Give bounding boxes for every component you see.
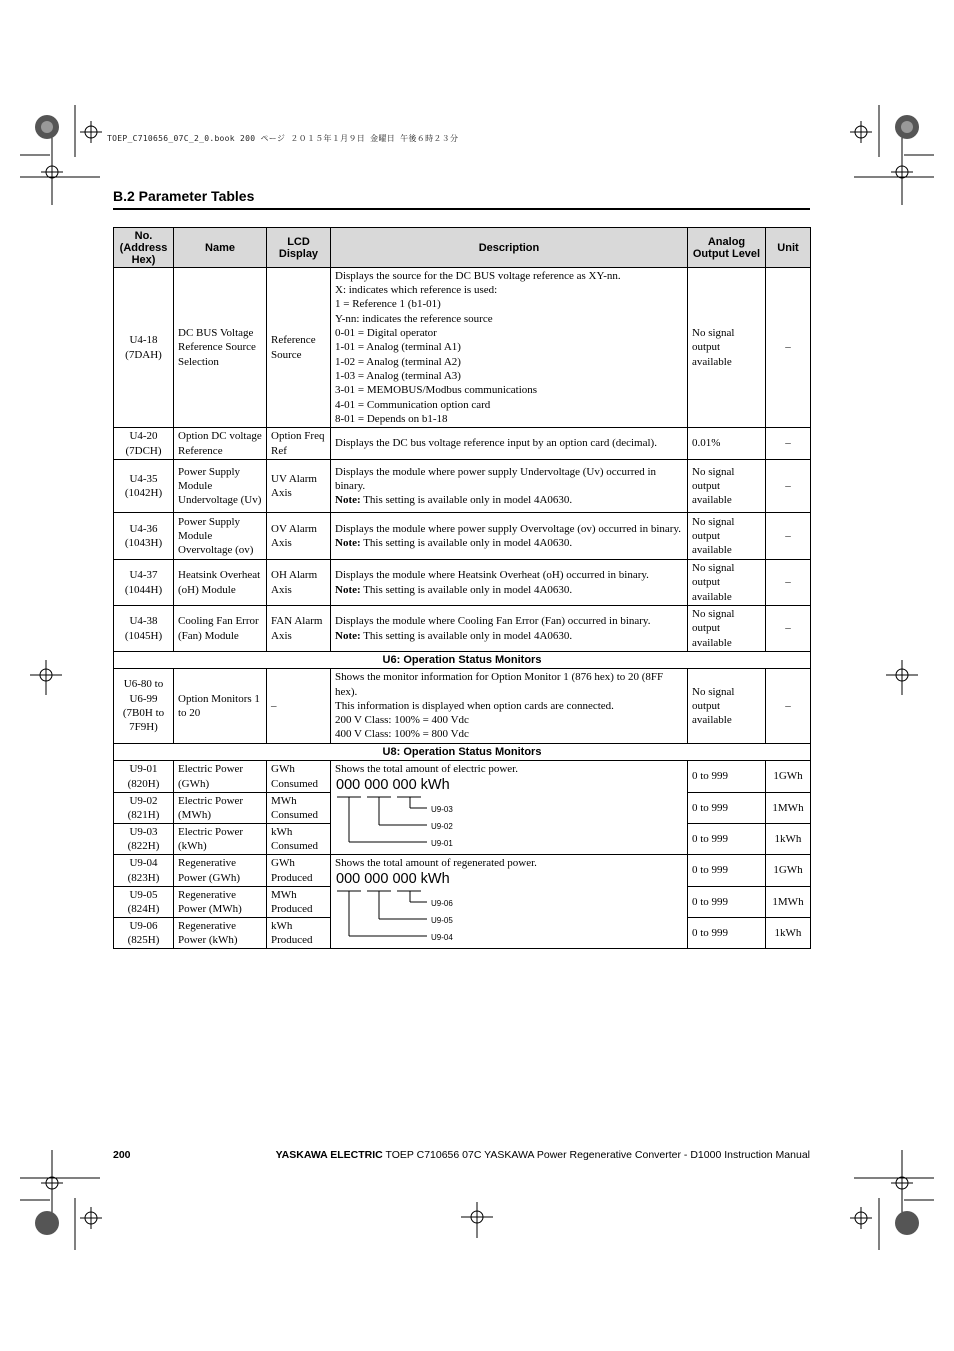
- cell-analog: No signal output available: [688, 606, 766, 652]
- table-row: [114, 268, 811, 428]
- diagram-caption: Shows the total amount of electric power.: [335, 763, 518, 775]
- cell-analog: 0 to 999: [688, 855, 766, 887]
- desc-line: Displays the source for the DC BUS voltage reference as XY-nn.: [335, 269, 621, 282]
- table-row: [114, 855, 811, 887]
- cell-lcd: UV Alarm Axis: [267, 460, 331, 513]
- cell-lcd: OH Alarm Axis: [267, 560, 331, 606]
- cell-analog: No signal output available: [688, 460, 766, 513]
- registration-mark-right: [882, 660, 922, 700]
- cell-lcd: Reference Source: [267, 268, 331, 428]
- cell-no: U4-37 (1044H): [114, 560, 174, 606]
- cell-name: Electric Power (GWh): [174, 761, 267, 793]
- registration-mark-left: [26, 660, 66, 700]
- cell-description: [331, 268, 688, 428]
- table-row: [114, 606, 811, 652]
- cell-name: Electric Power (kWh): [174, 824, 267, 855]
- table-row: [114, 428, 811, 460]
- desc-line: 8-01 = Depends on b1-18: [335, 412, 448, 425]
- registration-mark-bottom-right: [824, 1150, 934, 1260]
- table-row: [114, 669, 811, 744]
- desc-line: Displays the module where power supply Overvoltage (ov) occurred in binary.: [335, 522, 681, 535]
- note-label: Note:: [335, 583, 361, 596]
- desc-line: 1-03 = Analog (terminal A3): [335, 369, 461, 382]
- cell-name: Electric Power (MWh): [174, 793, 267, 824]
- cell-lcd: OV Alarm Axis: [267, 513, 331, 560]
- cell-name: Option Monitors 1 to 20: [174, 669, 267, 744]
- cell-name: Regenerative Power (kWh): [174, 918, 267, 949]
- cell-unit: –: [766, 268, 811, 428]
- cell-description: [331, 669, 688, 744]
- registration-mark-top-right: [824, 95, 934, 205]
- table-row: [114, 513, 811, 560]
- cell-description-diagram: [331, 855, 688, 949]
- section-title: B.2 Parameter Tables: [113, 188, 255, 204]
- cell-name: Power Supply Module Undervoltage (Uv): [174, 460, 267, 513]
- power-digit-diagram: [331, 761, 687, 848]
- cell-description: [331, 460, 688, 513]
- footer-manual-title: [276, 1149, 810, 1161]
- cell-analog: No signal output available: [688, 268, 766, 428]
- digit-group-label: U9-06: [431, 899, 453, 908]
- cell-unit: 1kWh: [766, 824, 811, 855]
- table-row: [114, 460, 811, 513]
- cell-name: Power Supply Module Overvoltage (ov): [174, 513, 267, 560]
- cell-unit: 1MWh: [766, 793, 811, 824]
- cell-analog: 0 to 999: [688, 761, 766, 793]
- digit-group-label: U9-03: [431, 805, 453, 814]
- cell-unit: 1kWh: [766, 918, 811, 949]
- book-file-line: TOEP_C710656_07C_2_0.book 200 ページ ２０１５年１月９日 金曜日 午後６時２３分: [107, 134, 459, 143]
- cell-lcd: MWh Consumed: [267, 793, 331, 824]
- cell-analog: 0.01%: [688, 428, 766, 460]
- section-row-u8: [114, 744, 811, 761]
- cell-name: Regenerative Power (GWh): [174, 855, 267, 887]
- cell-unit: –: [766, 606, 811, 652]
- cell-no: U9-02 (821H): [114, 793, 174, 824]
- page-number: 200: [113, 1149, 131, 1161]
- desc-line: Y-nn: indicates the reference source: [335, 312, 493, 325]
- section-heading-u8: U8: Operation Status Monitors: [114, 744, 811, 761]
- registration-mark-bottom-left: [20, 1150, 130, 1260]
- note-text: This setting is available only in model 4A0630.: [360, 494, 573, 507]
- cell-analog: No signal output available: [688, 560, 766, 606]
- cell-description-diagram: [331, 761, 688, 855]
- cell-analog: 0 to 999: [688, 887, 766, 918]
- cell-unit: 1GWh: [766, 761, 811, 793]
- cell-name: Option DC voltage Reference: [174, 428, 267, 460]
- digit-group-label: U9-04: [431, 933, 453, 942]
- desc-line: 1 = Reference 1 (b1-01): [335, 298, 441, 311]
- cell-no: U9-03 (822H): [114, 824, 174, 855]
- desc-line: 1-02 = Analog (terminal A2): [335, 355, 461, 368]
- cell-analog: No signal output available: [688, 513, 766, 560]
- digit-group-label: U9-05: [431, 916, 453, 925]
- cell-no: U4-20 (7DCH): [114, 428, 174, 460]
- cell-unit: –: [766, 669, 811, 744]
- cell-description: [331, 606, 688, 652]
- cell-no: U6-80 to U6-99 (7B0H to 7F9H): [114, 669, 174, 744]
- cell-lcd: kWh Consumed: [267, 824, 331, 855]
- cell-name: Heatsink Overheat (oH) Module: [174, 560, 267, 606]
- registration-mark-bottom-center: [457, 1200, 497, 1240]
- note-text: This setting is available only in model 4A0630.: [360, 629, 573, 642]
- power-digit-diagram: [331, 855, 687, 942]
- cell-description: [331, 513, 688, 560]
- header-lcd-display: LCD Display: [267, 228, 331, 268]
- note-label: Note:: [335, 494, 361, 507]
- cell-no: U9-01 (820H): [114, 761, 174, 793]
- note-text: This setting is available only in model 4A0630.: [360, 537, 573, 549]
- footer-title-text: TOEP C710656 07C YASKAWA Power Regenerative Converter - D1000 Instruction Manual: [382, 1149, 810, 1161]
- header-no: No. (Address Hex): [114, 228, 174, 268]
- cell-unit: 1MWh: [766, 887, 811, 918]
- section-heading-u6: U6: Operation Status Monitors: [114, 652, 811, 669]
- cell-unit: 1GWh: [766, 855, 811, 887]
- desc-line: This information is displayed when option cards are connected.: [335, 699, 614, 712]
- cell-no: U9-04 (823H): [114, 855, 174, 887]
- desc-line: Displays the module where Heatsink Overheat (oH) occurred in binary.: [335, 569, 649, 582]
- cell-lcd: –: [267, 669, 331, 744]
- cell-analog: 0 to 999: [688, 824, 766, 855]
- cell-analog: 0 to 999: [688, 918, 766, 949]
- note-label: Note:: [335, 537, 361, 549]
- cell-no: U9-06 (825H): [114, 918, 174, 949]
- cell-analog: 0 to 999: [688, 793, 766, 824]
- cell-no: U4-38 (1045H): [114, 606, 174, 652]
- cell-lcd: FAN Alarm Axis: [267, 606, 331, 652]
- cell-description: [331, 428, 688, 460]
- digit-group-label: U9-02: [431, 822, 453, 831]
- desc-line: 400 V Class: 100% = 800 Vdc: [335, 728, 469, 741]
- digit-display-value: 000 000 000 kWh: [336, 871, 450, 887]
- desc-line: 1-01 = Analog (terminal A1): [335, 341, 461, 354]
- header-description: Description: [331, 228, 688, 268]
- header-analog-output-level: Analog Output Level: [688, 228, 766, 268]
- cell-no: U4-36 (1043H): [114, 513, 174, 560]
- cell-lcd: Option Freq Ref: [267, 428, 331, 460]
- digit-display-value: 000 000 000 kWh: [336, 777, 450, 793]
- cell-lcd: MWh Produced: [267, 887, 331, 918]
- desc-line: Displays the DC bus voltage reference input by an option card (decimal).: [335, 437, 657, 450]
- desc-note: [335, 493, 683, 507]
- desc-line: Displays the module where power supply Undervoltage (Uv) occurred in binary.: [335, 465, 657, 492]
- table-row: [114, 761, 811, 793]
- desc-line: Displays the module where Cooling Fan Error (Fan) occurred in binary.: [335, 615, 651, 628]
- cell-lcd: GWh Produced: [267, 855, 331, 887]
- desc-line: Shows the monitor information for Option Monitor 1 (876 hex) to 20 (8FF hex).: [335, 671, 664, 698]
- cell-name: Cooling Fan Error (Fan) Module: [174, 606, 267, 652]
- cell-lcd: GWh Consumed: [267, 761, 331, 793]
- desc-note: [335, 583, 683, 597]
- cell-analog: No signal output available: [688, 669, 766, 744]
- cell-unit: –: [766, 560, 811, 606]
- cell-no: U4-35 (1042H): [114, 460, 174, 513]
- desc-line: 3-01 = MEMOBUS/Modbus communications: [335, 384, 538, 397]
- diagram-caption: Shows the total amount of regenerated power.: [335, 857, 537, 869]
- cell-lcd: kWh Produced: [267, 918, 331, 949]
- header-name: Name: [174, 228, 267, 268]
- note-label: Note:: [335, 629, 361, 642]
- cell-description: [331, 560, 688, 606]
- parameter-table: [113, 227, 811, 949]
- section-row-u6: [114, 652, 811, 669]
- cell-name: DC BUS Voltage Reference Source Selection: [174, 268, 267, 428]
- cell-unit: –: [766, 460, 811, 513]
- desc-note: [335, 629, 683, 643]
- cell-no: U9-05 (824H): [114, 887, 174, 918]
- cell-no: U4-18 (7DAH): [114, 268, 174, 428]
- desc-line: 4-01 = Communication option card: [335, 398, 491, 411]
- desc-line: 200 V Class: 100% = 400 Vdc: [335, 714, 469, 727]
- table-row: [114, 560, 811, 606]
- desc-line: X: indicates which reference is used:: [335, 284, 498, 297]
- table-header-row: [114, 228, 811, 268]
- desc-note: [335, 536, 683, 550]
- footer-brand: YASKAWA ELECTRIC: [275, 1149, 383, 1161]
- section-divider: [113, 208, 810, 210]
- desc-line: 0-01 = Digital operator: [335, 327, 437, 340]
- digit-group-label: U9-01: [431, 839, 453, 848]
- note-text: This setting is available only in model 4A0630.: [360, 583, 573, 596]
- header-unit: Unit: [766, 228, 811, 268]
- cell-unit: –: [766, 428, 811, 460]
- cell-name: Regenerative Power (MWh): [174, 887, 267, 918]
- cell-unit: –: [766, 513, 811, 560]
